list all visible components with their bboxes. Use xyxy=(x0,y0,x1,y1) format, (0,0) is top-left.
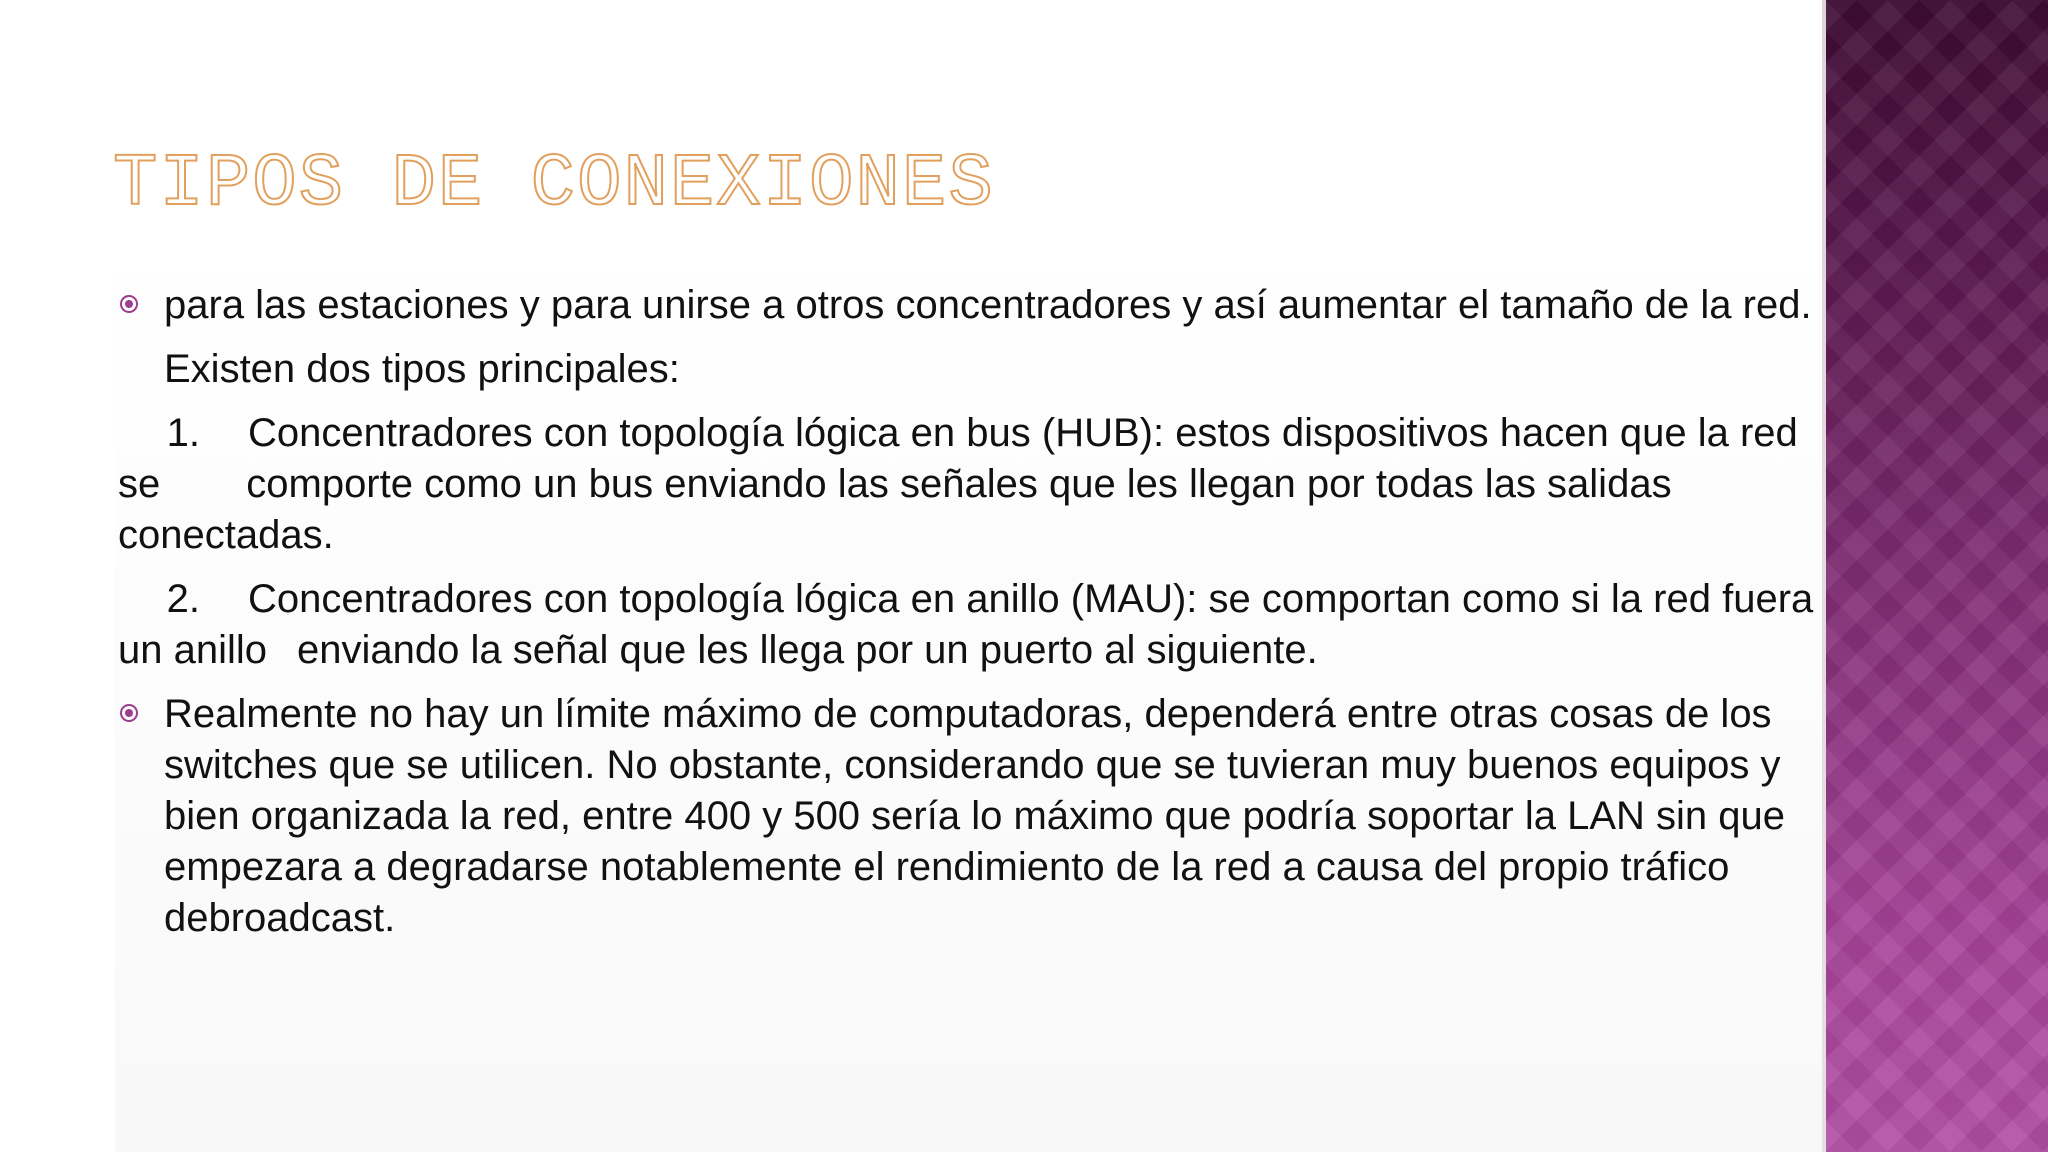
target-bullet-icon xyxy=(120,704,138,722)
paragraph-2-text: Realmente no hay un límite máximo de computadoras, dependerá entre otras cosas de los switches que se utilicen. No obstante, considerando que se tuvieran muy buenos equipos y bien organizada la red, entre 400 y 500 sería lo máximo que podría soportar la LAN sin que empezara a degradarse notablemente el rendimiento de la red a causa del propio tráfico debroadcast. xyxy=(164,692,1785,940)
item-1-text-part1: Concentradores con topología lógica en bus (HUB): estos dispositivos hacen que la red se xyxy=(118,411,1798,506)
slide-title: TIPOS DE CONEXIONES xyxy=(113,143,995,227)
numbered-item-1 xyxy=(118,408,1818,561)
item-2-text-part2: enviando la señal que les llega por un puerto al siguiente. xyxy=(297,628,1318,672)
item-1-text-part2: comporte como un bus enviando las señales que les llegan por todas las salidas conectadas. xyxy=(118,462,1672,557)
numbered-item-2 xyxy=(118,574,1818,676)
slide-body xyxy=(118,280,1818,944)
bullet-paragraph-1 xyxy=(118,280,1818,331)
item-1-number: 1. xyxy=(166,411,200,455)
target-bullet-icon xyxy=(120,295,138,313)
intro-line: Existen dos tipos principales: xyxy=(164,347,680,391)
item-2-number: 2. xyxy=(166,577,200,621)
side-band-texture xyxy=(1826,0,2048,1152)
item-2-text-part1: Concentradores con topología lógica en anillo (MAU): se comportan como si la red fuera un anillo xyxy=(118,577,1814,672)
bullet-paragraph-2 xyxy=(118,689,1818,944)
paragraph-1-text: para las estaciones y para unirse a otros concentradores y así aumentar el tamaño de la red. xyxy=(164,283,1812,327)
